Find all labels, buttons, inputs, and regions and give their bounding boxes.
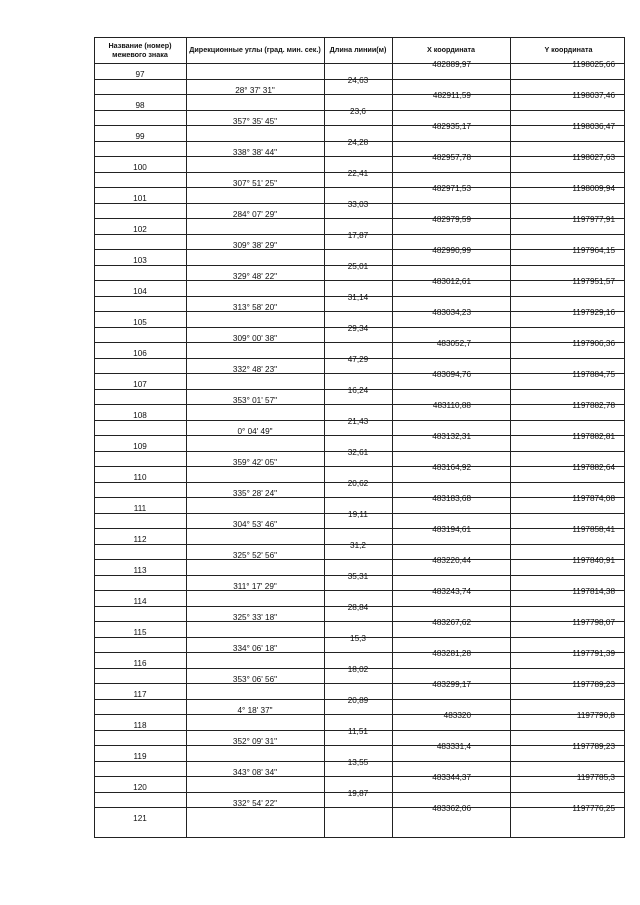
point-y: 1198027,63 xyxy=(572,153,615,162)
point-mark: 106 xyxy=(133,349,147,358)
header-length: Длина линии(м) xyxy=(329,45,387,55)
point-mark: 119 xyxy=(133,752,147,761)
header-y: Y координата xyxy=(544,45,593,55)
point-x: 483012,61 xyxy=(432,277,471,286)
segment-length: 19,11 xyxy=(348,509,368,519)
point-y: 1198009,94 xyxy=(572,184,615,193)
point-x: 483052,7 xyxy=(436,339,471,348)
segment-length: 24,28 xyxy=(347,137,369,147)
point-mark: 111 xyxy=(133,504,147,513)
segment-length: 28,84 xyxy=(347,602,369,612)
point-y: 1197790,8 xyxy=(576,711,615,720)
segment-angle: 332° 54' 22" xyxy=(232,798,278,808)
segment-angle: 343° 08' 34" xyxy=(232,767,278,777)
point-x: 483094,76 xyxy=(432,370,471,379)
segment-angle: 359° 42' 05" xyxy=(232,457,278,467)
point-x: 483281,28 xyxy=(432,649,471,658)
segment-length: 29,34 xyxy=(347,323,369,333)
point-mark: 102 xyxy=(133,225,147,234)
point-x: 482971,53 xyxy=(432,184,471,193)
segment-length: 25,01 xyxy=(347,261,369,271)
segment-angle: 304° 53' 46" xyxy=(232,519,278,529)
point-mark: 115 xyxy=(133,628,147,637)
header-mark: Название (номер) межевого знака xyxy=(108,41,172,59)
point-y: 1197789,23 xyxy=(572,742,615,751)
segment-length: 32,61 xyxy=(347,447,369,457)
point-x: 483110,88 xyxy=(432,401,471,410)
point-x: 483034,23 xyxy=(432,308,471,317)
point-y: 1197951,57 xyxy=(572,277,615,286)
point-x: 482935,17 xyxy=(432,122,471,131)
point-x: 482957,78 xyxy=(432,153,471,162)
point-y: 1197814,38 xyxy=(572,587,615,596)
point-y: 1197977,91 xyxy=(572,215,615,224)
header-angle: Дирекционные углы (град. мин. сек.) xyxy=(189,45,321,55)
segment-angle: 309° 00' 38" xyxy=(232,333,278,343)
segment-angle: 284° 07' 29" xyxy=(232,209,278,219)
segment-length: 18,02 xyxy=(347,664,369,674)
point-mark: 108 xyxy=(133,411,147,420)
segment-angle: 357° 35' 45" xyxy=(232,116,278,126)
point-y: 1197884,75 xyxy=(572,370,615,379)
segment-length: 22,41 xyxy=(347,168,369,178)
point-x: 483132,31 xyxy=(432,432,471,441)
segment-angle: 353° 01' 57" xyxy=(232,395,278,405)
point-x: 483331,4 xyxy=(436,742,471,751)
segment-angle: 352° 09' 31" xyxy=(232,736,278,746)
segment-angle: 334° 06' 18" xyxy=(232,643,278,653)
point-y: 1197882,78 xyxy=(572,401,615,410)
point-mark: 103 xyxy=(133,256,147,265)
segment-length: 19,87 xyxy=(347,788,369,798)
segment-angle: 325° 52' 56" xyxy=(232,550,278,560)
segment-angle: 311° 17' 29" xyxy=(233,581,277,591)
point-y: 1198036,47 xyxy=(572,122,615,131)
segment-angle: 313° 58' 20" xyxy=(232,302,278,312)
segment-length: 31,14 xyxy=(347,292,369,302)
point-mark: 99 xyxy=(135,132,145,141)
segment-angle: 0° 04' 49" xyxy=(237,426,273,436)
segment-length: 47,29 xyxy=(347,354,369,364)
point-mark: 113 xyxy=(133,566,147,575)
point-x: 483164,92 xyxy=(432,463,471,472)
segment-angle: 307° 51' 25" xyxy=(232,178,278,188)
point-mark: 100 xyxy=(133,163,147,172)
point-y: 1197929,16 xyxy=(572,308,615,317)
segment-length: 17,87 xyxy=(347,230,369,240)
point-x: 483194,61 xyxy=(432,525,471,534)
point-y: 1198037,46 xyxy=(572,91,615,100)
point-x: 483344,37 xyxy=(432,773,471,782)
point-x: 482911,59 xyxy=(432,91,471,100)
point-x: 482979,59 xyxy=(432,215,471,224)
point-y: 1197785,3 xyxy=(576,773,615,782)
segment-angle: 329° 48' 22" xyxy=(232,271,278,281)
point-x: 483267,62 xyxy=(432,618,471,627)
segment-angle: 335° 28' 24" xyxy=(232,488,278,498)
point-mark: 116 xyxy=(133,659,147,668)
point-mark: 109 xyxy=(133,442,147,451)
point-y: 1197798,07 xyxy=(572,618,615,627)
point-x: 482990,99 xyxy=(432,246,471,255)
segment-length: 33,03 xyxy=(347,199,369,209)
segment-length: 31,2 xyxy=(350,540,366,550)
segment-angle: 28° 37' 31" xyxy=(235,85,275,95)
point-y: 1197906,36 xyxy=(572,339,615,348)
coordinates-table xyxy=(94,37,625,838)
point-x: 483299,17 xyxy=(432,680,471,689)
segment-length: 15,3 xyxy=(350,633,366,643)
point-y: 1197882,64 xyxy=(572,463,615,472)
column-divider xyxy=(186,38,187,837)
point-y: 1197791,39 xyxy=(572,649,615,658)
point-mark: 101 xyxy=(133,194,147,203)
point-x: 482889,97 xyxy=(432,60,471,69)
point-mark: 120 xyxy=(133,783,147,792)
point-mark: 118 xyxy=(133,721,147,730)
point-y: 1197874,08 xyxy=(572,494,615,503)
point-mark: 114 xyxy=(133,597,147,606)
point-x: 483220,44 xyxy=(432,556,471,565)
point-y: 1197858,41 xyxy=(572,525,615,534)
point-y: 1197789,23 xyxy=(572,680,615,689)
segment-length: 24,63 xyxy=(347,75,369,85)
point-mark: 110 xyxy=(133,473,147,482)
header-x: X координата xyxy=(426,45,476,55)
point-mark: 97 xyxy=(135,70,145,79)
point-mark: 112 xyxy=(133,535,147,544)
point-mark: 104 xyxy=(133,287,147,296)
point-x: 483362,06 xyxy=(432,804,471,813)
point-y: 1197882,81 xyxy=(572,432,615,441)
point-y: 1197840,91 xyxy=(572,556,615,565)
segment-angle: 309° 38' 29" xyxy=(232,240,278,250)
segment-angle: 4° 18' 37" xyxy=(237,705,273,715)
point-mark: 117 xyxy=(133,690,147,699)
segment-angle: 353° 06' 56" xyxy=(232,674,278,684)
point-x: 483183,68 xyxy=(432,494,471,503)
segment-angle: 325° 33' 18" xyxy=(232,612,278,622)
segment-length: 16,24 xyxy=(347,385,369,395)
point-mark: 98 xyxy=(135,101,145,110)
segment-angle: 332° 48' 23" xyxy=(232,364,278,374)
point-x: 483320 xyxy=(443,711,471,720)
column-divider xyxy=(324,38,325,837)
point-x: 483243,74 xyxy=(432,587,471,596)
segment-length: 20,62 xyxy=(347,478,369,488)
point-y: 1197964,15 xyxy=(572,246,615,255)
segment-length: 23,6 xyxy=(350,106,366,116)
point-y: 1198025,66 xyxy=(572,60,615,69)
segment-length: 35,31 xyxy=(347,571,369,581)
segment-angle: 338° 38' 44" xyxy=(232,147,278,157)
point-mark: 105 xyxy=(133,318,147,327)
segment-length: 11,51 xyxy=(348,726,368,736)
segment-length: 13,55 xyxy=(347,757,369,767)
point-mark: 121 xyxy=(133,814,147,823)
point-mark: 107 xyxy=(133,380,147,389)
point-y: 1197776,25 xyxy=(572,804,615,813)
segment-length: 21,43 xyxy=(347,416,369,426)
segment-length: 20,89 xyxy=(347,695,369,705)
